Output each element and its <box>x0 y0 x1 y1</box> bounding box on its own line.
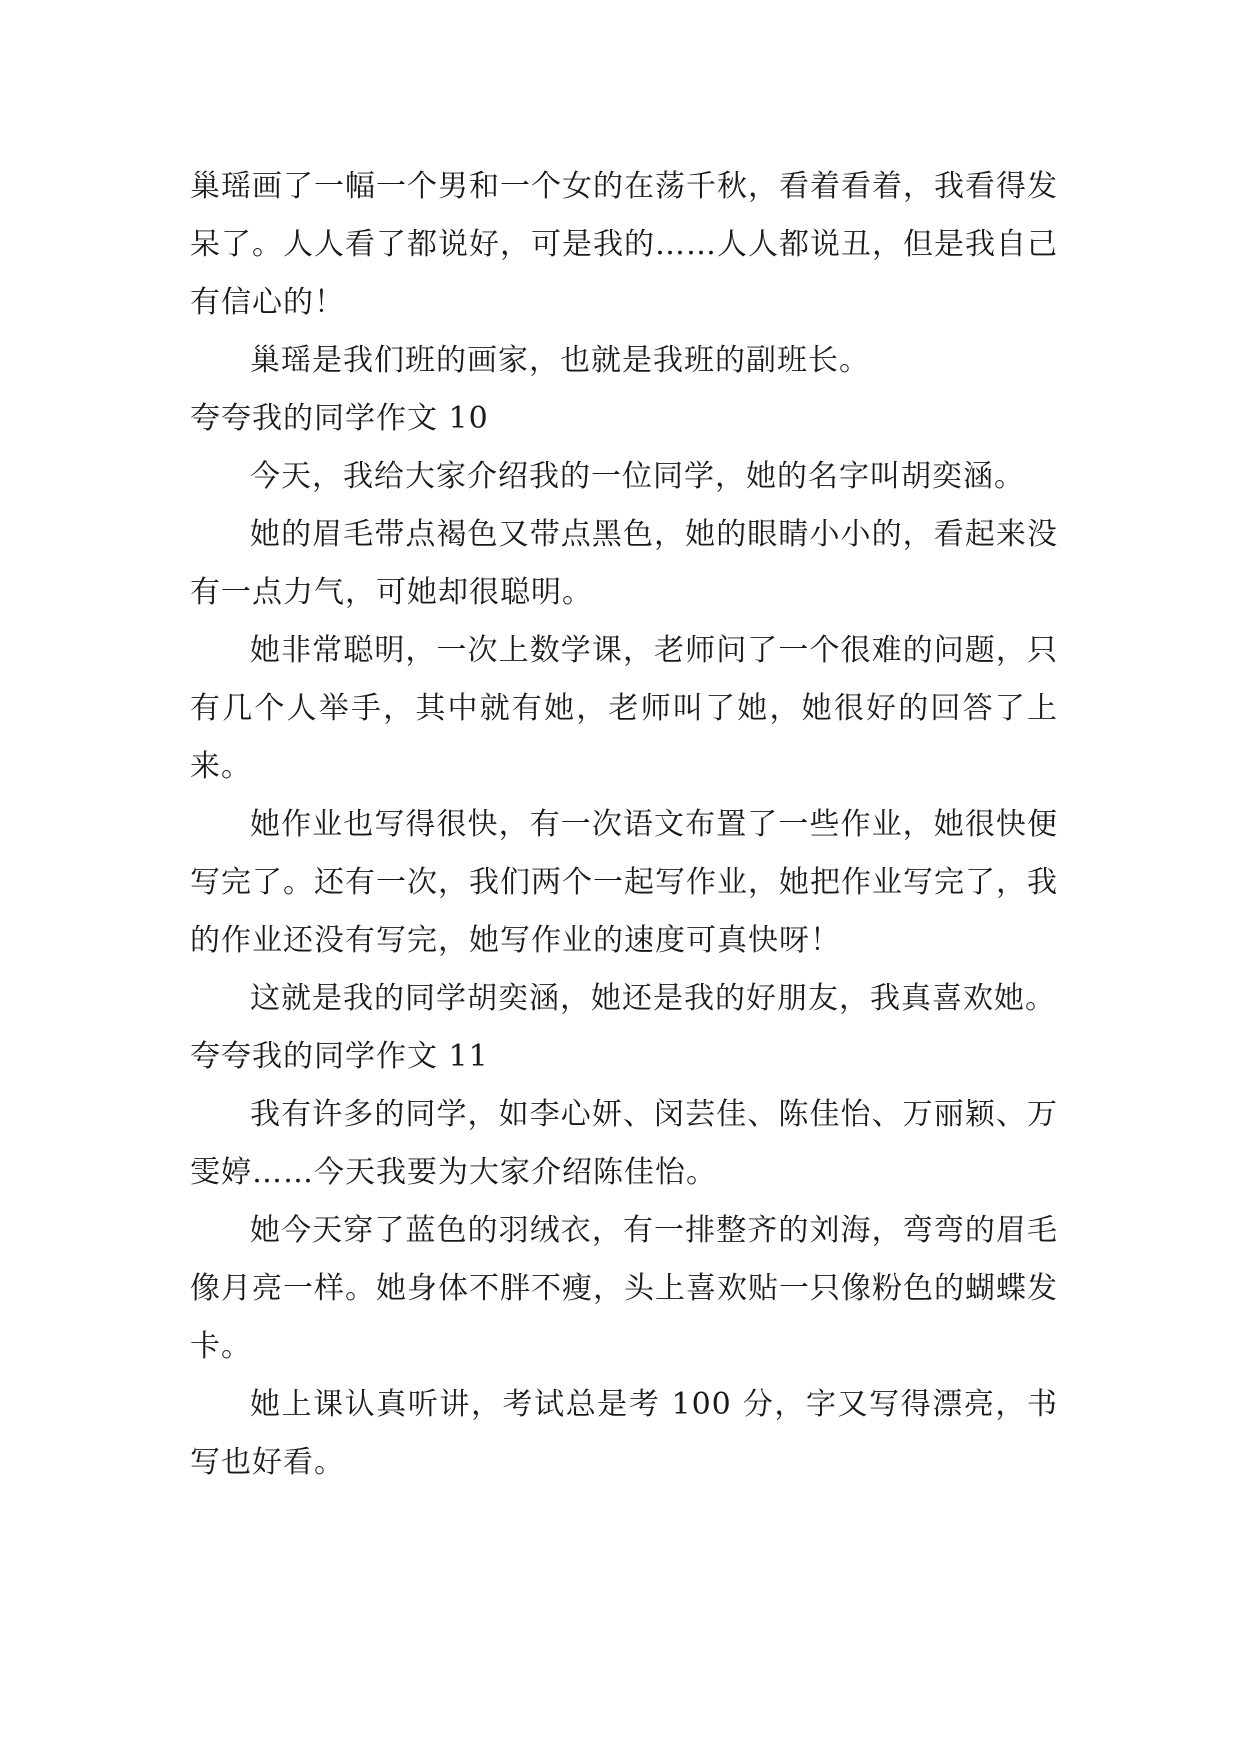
paragraph: 她非常聪明，一次上数学课，老师问了一个很难的问题，只有几个人举手，其中就有她，老师叫了她，她很好的回答了上来。 <box>190 633 1058 784</box>
paragraph: 巢瑶是我们班的画家，也就是我班的副班长。 <box>250 343 870 378</box>
document-page <box>190 158 1058 1492</box>
paragraph: 她今天穿了蓝色的羽绒衣，有一排整齐的刘海，弯弯的眉毛像月亮一样。她身体不胖不瘦，头上喜欢贴一只像粉色的蝴蝶发卡。 <box>190 1213 1058 1364</box>
paragraph: 她上课认真听讲，考试总是考 100 分，字又写得漂亮，书写也好看。 <box>190 1387 1058 1480</box>
section-heading: 夸夸我的同学作文 11 <box>190 1039 489 1074</box>
section-heading: 夸夸我的同学作文 10 <box>190 401 489 436</box>
paragraph: 这就是我的同学胡奕涵，她还是我的好朋友，我真喜欢她。 <box>250 981 1056 1016</box>
paragraph: 她的眉毛带点褐色又带点黑色，她的眼睛小小的，看起来没有一点力气，可她却很聪明。 <box>190 517 1058 610</box>
paragraph: 她作业也写得很快，有一次语文布置了一些作业，她很快便写完了。还有一次，我们两个一起写作业，她把作业写完了，我的作业还没有写完，她写作业的速度可真快呀！ <box>190 807 1058 958</box>
paragraph: 巢瑶画了一幅一个男和一个女的在荡千秋，看着看着，我看得发呆了。人人看了都说好，可是我的……人人都说丑，但是我自己有信心的！ <box>190 169 1058 320</box>
paragraph: 我有许多的同学，如李心妍、闵芸佳、陈佳怡、万丽颖、万雯婷……今天我要为大家介绍陈佳怡。 <box>190 1097 1058 1190</box>
paragraph: 今天，我给大家介绍我的一位同学，她的名字叫胡奕涵。 <box>250 459 1025 494</box>
